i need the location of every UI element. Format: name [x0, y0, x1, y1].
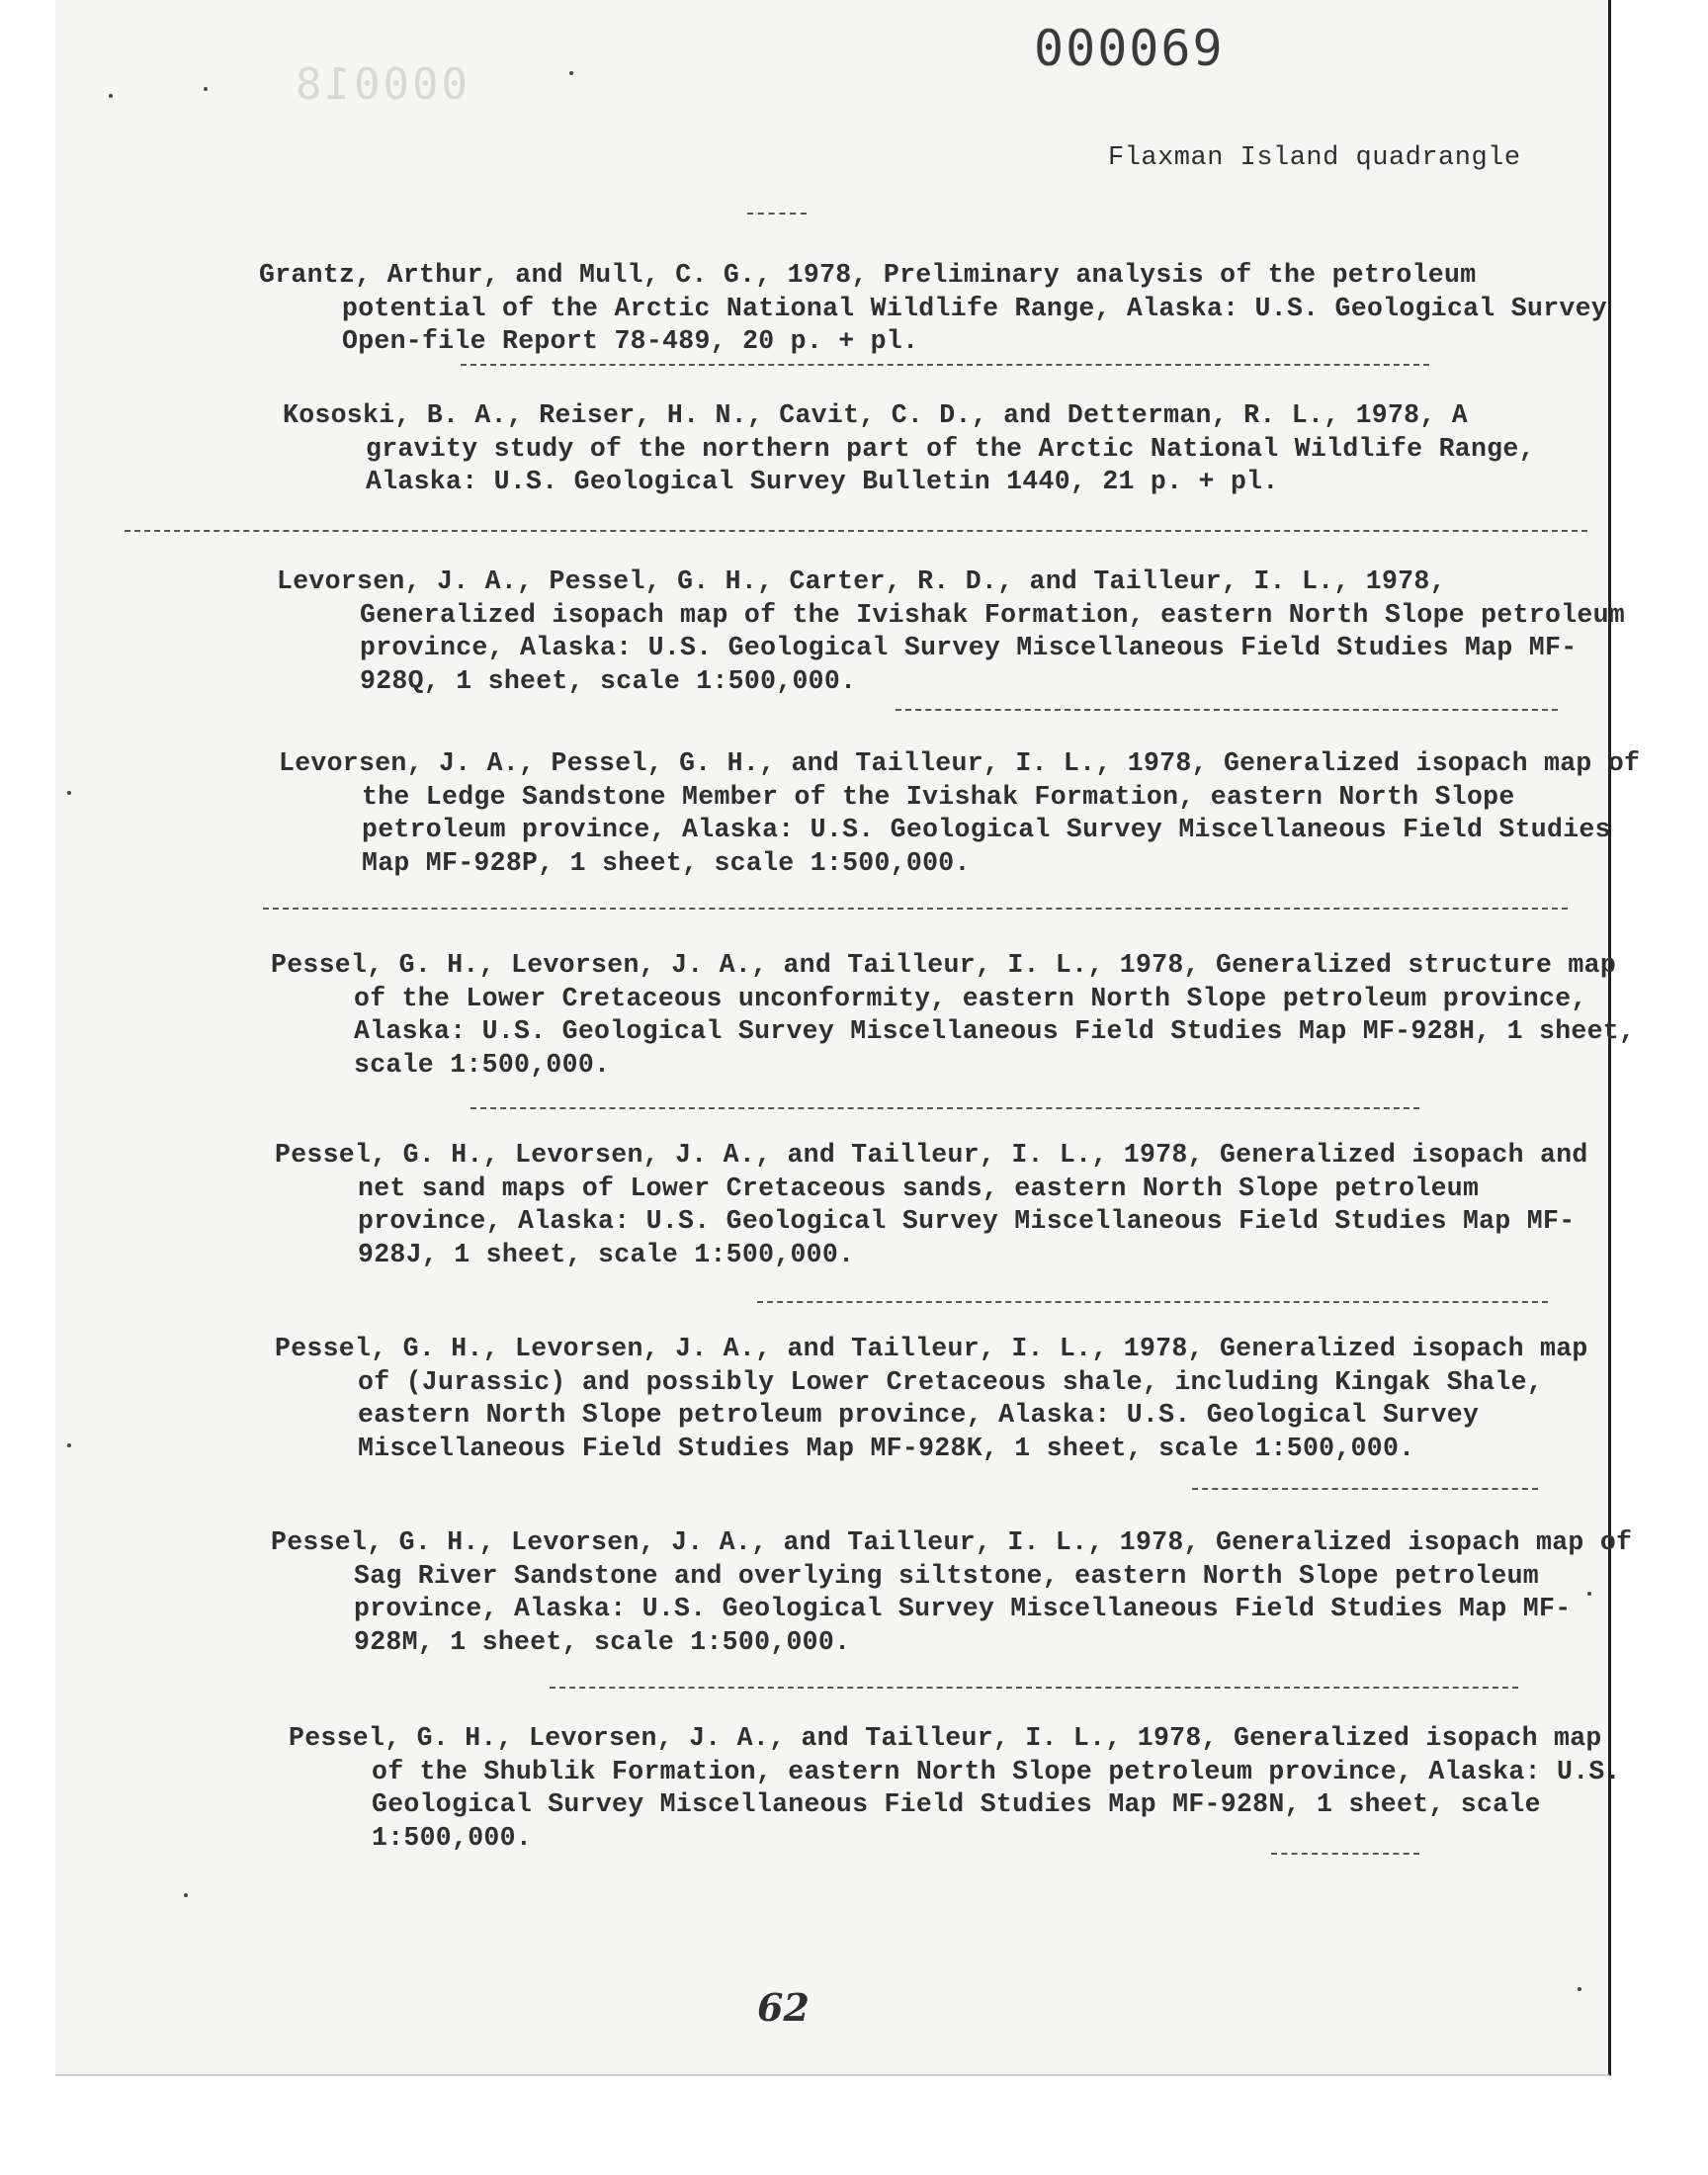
page-number: 62 — [757, 1985, 810, 2030]
divider-rule — [470, 1107, 1419, 1109]
divider-rule — [263, 908, 1568, 910]
reference-entry: Pessel, G. H., Levorsen, J. A., and Tailleur, I. L., 1978, Generalized isopach map of (Jurassic) and possibly Lower Cretaceous shale, including Kingak Shale, eastern North Slope petroleum province, Alaska: U.S. Geological Survey Miscellaneous Field Studies Map MF-928K, 1 sheet, scale 1:500,000. — [275, 1334, 1588, 1463]
scan-speck — [109, 94, 113, 98]
reference-entry: Levorsen, J. A., Pessel, G. H., and Tailleur, I. L., 1978, Generalized isopach map of the Ledge Sandstone Member of the Ivishak Formation, eastern North Slope petroleum province, Alaska: U.S. Geological Survey Miscellaneous Field Studies Map MF-928P, 1 sheet, scale 1:500,000. — [279, 748, 1641, 878]
divider-rule — [125, 530, 1587, 532]
reference-entry: Kososki, B. A., Reiser, H. N., Cavit, C. D., and Detterman, R. L., 1978, A gravity study of the northern part of the Arctic National Wildlife Range, Alaska: U.S. Geological Survey Bulletin 1440, 21 p. + pl. — [283, 400, 1535, 496]
reference-entry: Pessel, G. H., Levorsen, J. A., and Tailleur, I. L., 1978, Generalized isopach map of the Shublik Formation, eastern North Slope petroleum province, Alaska: U.S. Geological Survey Miscellaneous Field Studies Map MF-928N, 1 sheet, scale 1:500,000. — [289, 1723, 1621, 1853]
scan-speck — [67, 791, 71, 795]
reference-entry: Pessel, G. H., Levorsen, J. A., and Tailleur, I. L., 1978, Generalized isopach map of Sag River Sandstone and overlying siltstone, eastern North Slope petroleum province, Alaska: U.S. Geological Survey Miscellaneous Field Studies Map MF-928M, 1 sheet, scale 1:500,000. — [271, 1527, 1633, 1657]
document-page — [55, 0, 1641, 2076]
scan-speck — [67, 1443, 71, 1447]
document-control-number: 000069 — [1034, 20, 1225, 77]
reference-entry: Pessel, G. H., Levorsen, J. A., and Tailleur, I. L., 1978, Generalized isopach and net sand maps of Lower Cretaceous sands, eastern North Slope petroleum province, Alaska: U.S. Geological Survey Miscellaneous Field Studies Map MF-928J, 1 sheet, scale 1:500,000. — [275, 1140, 1588, 1269]
quadrangle-heading: Flaxman Island quadrangle — [1108, 143, 1521, 173]
reference-entry: Grantz, Arthur, and Mull, C. G., 1978, Preliminary analysis of the petroleum potential of the Arctic National Wildlife Range, Alaska: U.S. Geological Survey Open-file Report 78-489, 20 p. + pl. — [259, 260, 1608, 356]
scan-speck — [1578, 1987, 1581, 1991]
divider-rule — [757, 1301, 1548, 1303]
scan-speck — [204, 87, 208, 91]
scan-speck — [1587, 1592, 1591, 1596]
divider-rule — [896, 709, 1558, 711]
bleed-through-number: 000018 — [293, 59, 468, 110]
divider-rule — [550, 1687, 1518, 1689]
divider-rule — [1271, 1853, 1419, 1855]
divider-rule — [1192, 1488, 1538, 1490]
divider-rule — [461, 364, 1429, 366]
reference-entry: Levorsen, J. A., Pessel, G. H., Carter, R. D., and Tailleur, I. L., 1978, Generalized isopach map of the Ivishak Formation, eastern North Slope petroleum province, Alaska: U.S. Geological Survey Miscellaneous Field Studies Map MF-928Q, 1 sheet, scale 1:500,000. — [277, 566, 1626, 696]
divider-rule — [747, 213, 807, 215]
scan-speck — [569, 71, 573, 75]
reference-entry: Pessel, G. H., Levorsen, J. A., and Tailleur, I. L., 1978, Generalized structure map of the Lower Cretaceous unconformity, eastern North Slope petroleum province, Alaska: U.S. Geological Survey Miscellaneous Field Studies Map MF-928H, 1 sheet, scale 1:500,000. — [271, 950, 1636, 1080]
scan-speck — [184, 1893, 188, 1897]
